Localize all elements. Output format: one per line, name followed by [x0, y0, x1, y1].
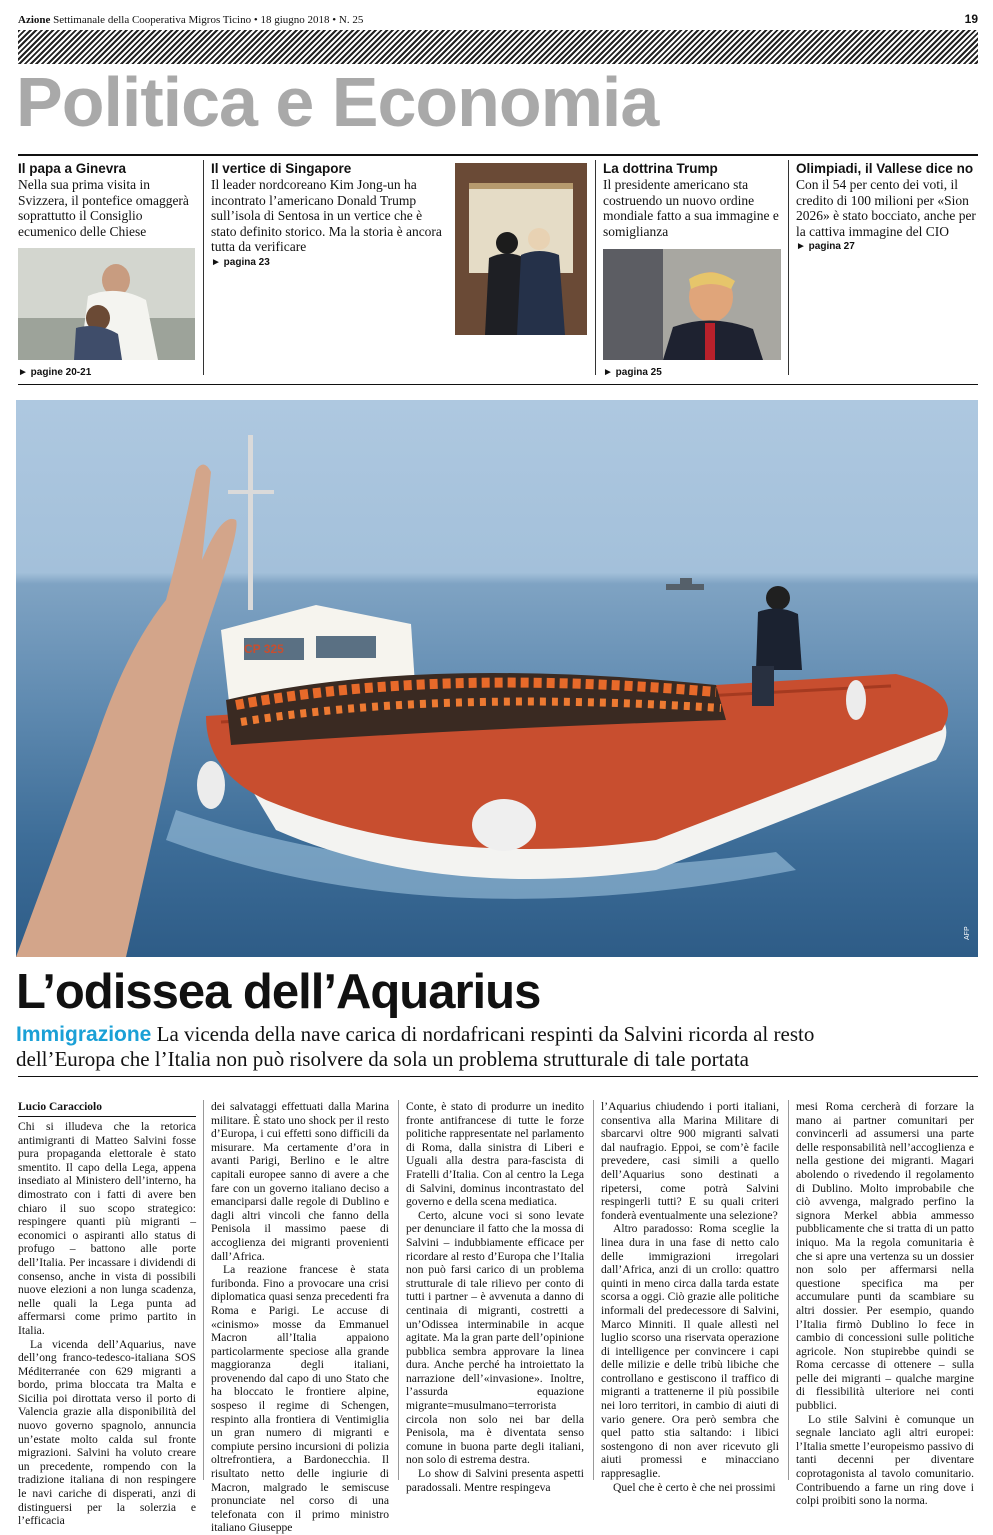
- paragraph: mesi Roma cercherà di forzare la mano ai partner comunitari per convincerli ad assumersi una parte delle responsabilità nell’accoglienza e nella gestione dei migranti. Magari abolendo o rivedendo il regolamento di Dublino. Molto improbabile che ciò avvenga, malgrado perfino la signora Merkel abbia ammesso pubblicamente che si tratta di un patto iniquo. Ma la regola comunitaria è che si apre una vertenza su un dossier non solo per affermarsi nella questione specifica ma per accumulare punti da scambiare su altri dossier. Per esempio, quando l’Italia firmò Dublino lo fece in cambio di concessioni sulle politiche agricole. Non stupirebbe quindi se Roma cercasse di ottenere – sulla pelle dei migranti – qualche margine di flessibilità ulteriore nei conti pubblici.: [796, 1100, 974, 1413]
- paragraph: La vicenda dell’Aquarius, nave dell’ong franco-tedesco-italiana SOS Méditerranée con 629 migranti a bordo, prima bloccata tra Malta e Sicilia poi dirottata verso il porto di Valencia grazie alla disponibilità del nuovo governo spagnolo, annuncia un’estate molto calda sul fronte migrazioni. Salvini ha voluto creare un precedente, rompendo con la tradizione italiana di non respingere le navi cariche di disperati, anzi di distinguersi per la solerzia e l’efficacia: [18, 1337, 196, 1528]
- column-separator: [788, 1100, 789, 1480]
- teaser-link[interactable]: ► pagina 27: [796, 241, 855, 252]
- column-separator: [203, 160, 204, 375]
- deck-text: La vicenda della nave carica di nordafricani respinti da Salvini ricorda al resto dell’Europa che l’Italia non può risolvere da sola un problema strutturale di tale portata: [16, 1022, 815, 1071]
- article-column: [406, 1100, 584, 1494]
- paragraph: Lo stile Salvini è comunque un segnale lanciato agli altri europei: l’Italia smette l’europeismo passivo di tanti decenni per diventare coprotagonista al tavolo comunitario. Contribuendo a farne un ring dove i colpi proibiti sono la norma.: [796, 1412, 974, 1508]
- section-title: Politica e Economia: [16, 63, 659, 141]
- column-separator: [593, 1100, 594, 1480]
- paragraph: dei salvataggi effettuati dalla Marina militare. È stato uno shock per il resto d’Europa, i cui effetti sono difficili da misurare. Ma certamente d’ora in avanti Parigi, Berlino e le altre capitali europee sanno di avere a che fare con un governo italiano deciso a emanciparsi dalle regole di Dublino e dagli altri vincoli che fanno della Penisola il massimo paese di accoglienza dei migranti provenienti dall’Africa.: [211, 1100, 389, 1263]
- paragraph: La reazione francese è stata furibonda. Fino a provocare una crisi diplomatica quasi senza precedenti fra Roma e Parigi. Le accuse di «cinismo» mosse da Emmanuel Macron all’Italia appaiono particolarmente speciose alla grande maggioranza degli italiani, provenendo dal capo di uno Stato che ha bloccato le frontiere alpine, sospeso il regime di Schengen, respinto alla frontiera di Ventimiglia un gran numero di migranti e compiute persino incursioni di polizia oltrefrontiera, a Bardonecchia. Il risultato netto delle ingiurie di Macron, malgrado le semiscuse pronunciate nel corso di una telefonata con il primo ministro italiano Giuseppe: [211, 1263, 389, 1535]
- masthead-line: [18, 12, 978, 28]
- photo-credit: AFP: [964, 926, 971, 940]
- masthead-subtitle: Settimanale della Cooperativa Migros Ticino: [53, 14, 252, 26]
- teaser-olympics[interactable]: [796, 160, 978, 380]
- article-deck: [16, 1022, 916, 1071]
- teaser-title: La dottrina Trump: [603, 161, 718, 176]
- boat-label: CP 325: [244, 642, 284, 656]
- separator: •: [253, 14, 258, 26]
- author: Lucio Caracciolo: [18, 1100, 196, 1117]
- teaser-link[interactable]: ► pagina 25: [603, 367, 662, 378]
- page-number: 19: [964, 12, 978, 26]
- article-column: [601, 1100, 779, 1494]
- paragraph: l’Aquarius chiudendo i porti italiani, consentiva alla Marina Militare di sbarcarvi oltre 900 migranti salvati dal naufragio. Eppoi, se com’è facile prevedere, casi simili a quello dell’Aquarius sono destinati a ripetersi, come potrà Salvini respingerli tutti? E su quali criteri fonderà eventualmente una selezione?: [601, 1100, 779, 1222]
- boat-illustration: [16, 400, 978, 957]
- issue-number: N. 25: [338, 14, 364, 26]
- column-separator: [595, 160, 596, 375]
- hero-photo: [16, 400, 978, 957]
- divider: [18, 1076, 978, 1077]
- column-separator: [788, 160, 789, 375]
- teaser-link[interactable]: ► pagine 20-21: [18, 367, 92, 378]
- paragraph: Lo show di Salvini presenta aspetti paradossali. Mentre respingeva: [406, 1467, 584, 1494]
- masthead: Azione: [18, 14, 51, 26]
- teaser-title: Il papa a Ginevra: [18, 161, 127, 176]
- pope-illustration: [18, 248, 195, 360]
- teaser-text: Il leader nordcoreano Kim Jong-un ha incontrato l’americano Donald Trump sull’isola di Sentosa in un vertice che è stato definito storico. Ma la storia è ancora tutta da verificare: [211, 177, 442, 254]
- teaser-singapore[interactable]: [211, 160, 447, 380]
- paragraph: Altro paradosso: Roma sceglie la linea dura in una fase di netto calo delle immigrazioni irregolari dall’Africa, anzi di un crollo: quattro quinti in meno circa dalla tarda estate scorsa a oggi. Ciò grazie alle politiche informali del predecessore di Salvini, Marco Minniti. Il quale allestì nel luglio scorso una riservata operazione di intelligence per convincere i capi delle milizie e delle tribù libiche che controllano e gestiscono il traffico di migranti a trattenerne il più possibile nei loro territori, in cambio di aiuti di vario genere. Ora però sembra che quel patto stia saltando: i libici sostengono di non aver ricevuto gli aiuti promessi e minacciano rappresaglie.: [601, 1222, 779, 1481]
- pope-photo: [18, 248, 195, 360]
- paragraph: Quel che è certo è che nei prossimi: [613, 1480, 776, 1494]
- teaser-title: Il vertice di Singapore: [211, 161, 352, 176]
- hatch-band: [18, 30, 978, 64]
- article-column: [796, 1100, 974, 1508]
- article-headline: L’odissea dell’Aquarius: [16, 965, 541, 1019]
- summit-photo: [455, 163, 587, 335]
- teaser-title: Olimpiadi, il Vallese dice no: [796, 161, 974, 176]
- column-separator: [203, 1100, 204, 1480]
- article-column: [211, 1100, 389, 1535]
- paragraph: Conte, è stato di produrre un inedito fronte antifrancese di tutte le forze politiche rappresentate nel parlamento di Roma, dalla sinistra di Liberi e Uguali alla destra para-fascista di Fratelli d’Italia. Con al centro la Lega di Salvini, dominus incontrastato del governo e della scena mediatica.: [406, 1100, 584, 1209]
- teaser-text: Con il 54 per cento dei voti, il credito di 100 milioni per «Sion 2026» è stato bocciato, anche per la cattiva immagine del CIO: [796, 177, 976, 239]
- teaser-text: Il presidente americano sta costruendo un nuovo ordine mondiale fatto a sua immagine e somiglianza: [603, 177, 779, 239]
- column-separator: [398, 1100, 399, 1480]
- issue-date: 18 giugno 2018: [260, 14, 330, 26]
- paragraph: Certo, alcune voci si sono levate per denunciare il fatto che la mossa di Salvini – indubbiamente efficace per ricordare al resto d’Europa che l’Italia non può farsi carico di un problema strutturale di tale rilievo per conto di tutti i partner – è avvenuta a danno di centinaia di migranti, costretti a un’Odissea interminabile in acque agitate. Ma la gran parte dell’opinione pubblica sembra approvare la linea dura. Anche perché ha introiettato la narrazione dell’«invasione». Inoltre, l’assurda equazione migrante=musulmano=terrorista circola non solo nei bar della Penisola, ma è diventata senso comune in buona parte degli italiani, non solo di estrema destra.: [406, 1208, 584, 1467]
- trump-photo: [603, 249, 781, 360]
- divider: [18, 384, 978, 385]
- divider: [18, 154, 978, 156]
- separator: •: [332, 14, 337, 26]
- teaser-link[interactable]: ► pagina 23: [211, 256, 270, 268]
- summit-illustration: [455, 163, 587, 335]
- teaser-text: Nella sua prima visita in Svizzera, il pontefice omaggerà soprattutto il Consiglio ecumenico delle Chiese: [18, 177, 189, 239]
- paragraph: Chi si illudeva che la retorica antimigranti di Matteo Salvini fosse pura propaganda elettorale è stato smentito. Il capo della Lega, appena insediato al Ministero dell’interno, ha dimostrato con i fatti di avere ben chiaro il suo scopo strategico: respingere quanti più migranti – economici o aspiranti allo status di profugo – battono alle porte dell’Italia. Per incassare i dividendi di consenso, anche in vista di possibili nuove elezioni a non lunga scadenza, nelle quali la Lega punta ad affermarsi come primo partito in Italia.: [18, 1120, 196, 1337]
- trump-illustration: [603, 249, 781, 360]
- article-column: [18, 1100, 196, 1528]
- article-kicker: Immigrazione: [16, 1023, 152, 1046]
